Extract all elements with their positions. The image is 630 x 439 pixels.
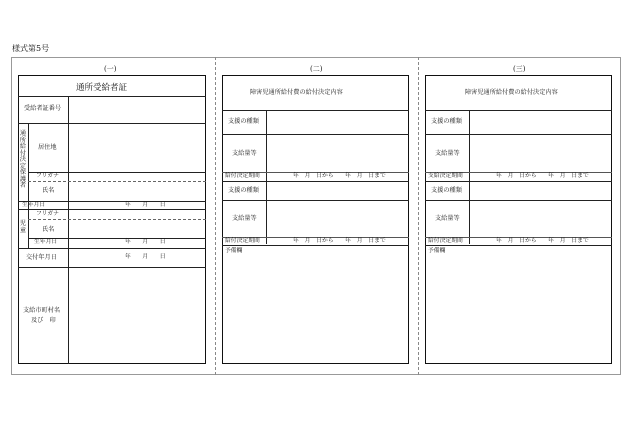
child-furigana-label: フリガナ <box>36 211 59 217</box>
panel3-title: 障害児通所給付費の給付決定内容 <box>465 89 558 96</box>
seal-label: 及び 印 <box>31 317 56 324</box>
panel3-reserve-label: 予備欄 <box>428 248 446 254</box>
child-section-label: 児童 <box>19 220 27 234</box>
panel3-amount-2: 支給量等 <box>435 215 460 222</box>
guardian-birthdate-value: 年 月 日 <box>125 202 166 208</box>
rule <box>222 200 409 201</box>
address-label: 居住地 <box>38 144 57 151</box>
rule <box>425 245 612 246</box>
rule <box>425 200 612 201</box>
rule <box>28 209 29 248</box>
rule <box>18 248 206 249</box>
rule <box>222 245 409 246</box>
certificate-title: 通所受給者証 <box>76 83 128 93</box>
panel2-period-label-1: 給付決定期間 <box>225 173 260 179</box>
rule <box>68 96 69 364</box>
panel3-support-type-2: 支援の種類 <box>431 187 462 194</box>
child-birthdate-label: 生年月日 <box>34 239 58 245</box>
panel3-support-type-1: 支援の種類 <box>431 118 462 125</box>
rule <box>28 219 206 220</box>
panel3-header: (三) <box>513 65 526 73</box>
municipality-label: 支給市町村名 <box>23 307 61 314</box>
panel3-amount-1: 支給量等 <box>435 150 460 157</box>
rule <box>425 134 612 135</box>
rule <box>28 123 29 209</box>
rule <box>222 134 409 135</box>
rule <box>425 181 612 182</box>
rule <box>469 110 470 244</box>
rule <box>18 96 206 97</box>
child-name-label: 氏名 <box>42 226 55 233</box>
panel2-amount-1: 支給量等 <box>232 150 257 157</box>
rule <box>28 181 206 182</box>
rule <box>425 110 612 111</box>
panel2-period-value-1: 年 月 日から 年 月 日まで <box>293 173 386 179</box>
panel2-amount-2: 支給量等 <box>232 215 257 222</box>
child-birthdate-value: 年 月 日 <box>125 239 166 245</box>
panel3-period-value-2: 年 月 日から 年 月 日まで <box>496 238 589 244</box>
fold-line-1 <box>215 57 216 375</box>
panel2-period-value-2: 年 月 日から 年 月 日まで <box>293 238 386 244</box>
rule <box>222 110 409 111</box>
panel2-reserve-label: 予備欄 <box>225 248 243 254</box>
guardian-section-label: 通所給付決定保護者 <box>19 130 27 189</box>
rule <box>18 209 206 210</box>
recipient-number-label: 受給者証番号 <box>24 105 62 112</box>
rule <box>18 123 206 124</box>
rule <box>222 181 409 182</box>
guardian-birthdate-label: 生年月日 <box>22 202 46 208</box>
rule <box>18 201 206 202</box>
panel2-period-label-2: 給付決定期間 <box>225 238 260 244</box>
panel2-support-type-1: 支援の種類 <box>228 118 259 125</box>
rule <box>18 267 206 268</box>
panel2-support-type-2: 支援の種類 <box>228 187 259 194</box>
panel2-header: (二) <box>310 65 323 73</box>
issue-date-value: 年 月 日 <box>125 254 166 260</box>
panel3-period-label-1: 支給決定期間 <box>428 173 463 179</box>
panel2-title: 障害児通所給付費の給付決定内容 <box>250 89 343 96</box>
guardian-name-label: 氏名 <box>42 187 55 194</box>
issue-date-label: 交付年月日 <box>26 254 57 261</box>
panel3-period-value-1: 年 月 日から 年 月 日まで <box>496 173 589 179</box>
form-number-label: 様式第5号 <box>12 44 50 53</box>
fold-line-2 <box>418 57 419 375</box>
rule <box>266 110 267 244</box>
panel3-period-label-2: 給付決定期間 <box>428 238 463 244</box>
panel1-header: (一) <box>104 65 117 73</box>
guardian-furigana-label: フリガナ <box>36 173 59 179</box>
